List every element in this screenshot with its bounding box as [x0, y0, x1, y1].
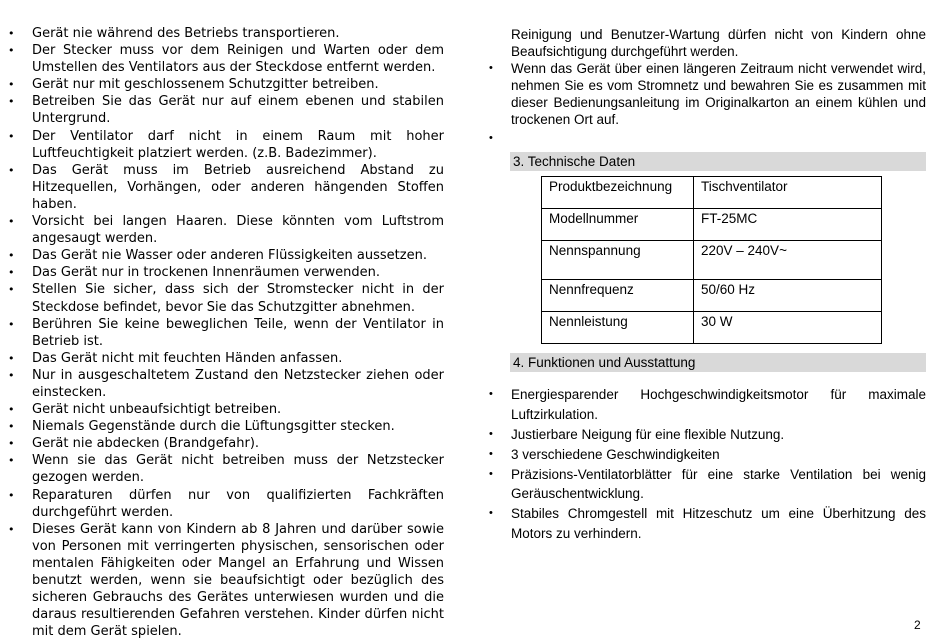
storage-list	[486, 60, 926, 150]
spec-value: 50/60 Hz	[694, 280, 882, 312]
list-item: • Das Gerät muss im Betrieb ausreichend Abstand zu Hitzequellen, Vorhängen, oder anderen hängenden Stoffen haben.	[8, 162, 444, 213]
list-item: • Der Stecker muss vor dem Reinigen und Warten oder dem Umstellen des Ventilators aus der Steckdose entfernt werden.	[8, 42, 444, 76]
list-item: • Reparaturen dürfen nur von qualifizierten Fachkräften durchgeführt werden.	[8, 487, 444, 521]
list-item: • Stellen Sie sicher, dass sich der Stromstecker nicht in der Steckdose befindet, bevor Sie das Schutzgitter abnehmen.	[8, 281, 444, 315]
left-column	[8, 25, 444, 640]
spec-label: Modellnummer	[542, 209, 694, 241]
page-number: 2	[914, 618, 921, 632]
spec-table	[541, 176, 882, 344]
list-item: • Gerät nie während des Betriebs transportieren.	[8, 25, 444, 42]
list-item: • Betreiben Sie das Gerät nur auf einem ebenen und stabilen Untergrund.	[8, 93, 444, 127]
spec-value: FT-25MC	[694, 209, 882, 241]
spec-value: 30 W	[694, 312, 882, 344]
list-item: • Wenn das Gerät über einen längeren Zeitraum nicht verwendet wird, nehmen Sie es vom Stromnetz und bewahren Sie es zusammen mit dieser Bedienungsanleitung im Originalkarton an einem kühlen und trockenen Ort auf.	[486, 60, 926, 128]
table-row	[542, 177, 882, 209]
list-item: • Das Gerät nur in trockenen Innenräumen verwenden.	[8, 264, 444, 281]
list-item: • Vorsicht bei langen Haaren. Diese könnten vom Luftstrom angesaugt werden.	[8, 213, 444, 247]
empty-list-item	[486, 130, 926, 150]
spec-label: Produktbezeichnung	[542, 177, 694, 209]
list-item: • Berühren Sie keine beweglichen Teile, wenn der Ventilator in Betrieb ist.	[8, 316, 444, 350]
list-item: • Stabiles Chromgestell mit Hitzeschutz um eine Überhitzung des Motors zu verhindern.	[486, 504, 926, 543]
list-item: • Das Gerät nicht mit feuchten Händen anfassen.	[8, 350, 444, 367]
list-item: • Der Ventilator darf nicht in einem Raum mit hoher Luftfeuchtigkeit platziert werden. (z.B. Badezimmer).	[8, 128, 444, 162]
table-row	[542, 241, 882, 280]
table-row	[542, 312, 882, 344]
spec-label: Nennspannung	[542, 241, 694, 280]
section-heading-technical-data: 3. Technische Daten	[510, 152, 926, 171]
spec-value: 220V – 240V~	[694, 241, 882, 280]
list-item: • Nur in ausgeschaltetem Zustand den Netzstecker ziehen oder einstecken.	[8, 367, 444, 401]
spec-value: Tischventilator	[694, 177, 882, 209]
list-item: • Gerät nie abdecken (Brandgefahr).	[8, 435, 444, 452]
list-item: • Niemals Gegenstände durch die Lüftungsgitter stecken.	[8, 418, 444, 435]
list-item: • Präzisions-Ventilatorblätter für eine starke Ventilation bei wenig Geräuschentwicklung.	[486, 465, 926, 504]
list-item: • 3 verschiedene Geschwindigkeiten	[486, 445, 926, 465]
spec-label: Nennleistung	[542, 312, 694, 344]
right-column	[486, 26, 926, 544]
section-heading-features: 4. Funktionen und Ausstattung	[510, 353, 926, 372]
list-item: • Gerät nicht unbeaufsichtigt betreiben.	[8, 401, 444, 418]
list-item: • Das Gerät nie Wasser oder anderen Flüssigkeiten aussetzen.	[8, 247, 444, 264]
list-item: • Energiesparender Hochgeschwindigkeitsmotor für maximale Luftzirkulation.	[486, 385, 926, 424]
list-item: • Justierbare Neigung für eine flexible Nutzung.	[486, 425, 926, 445]
list-item: • Dieses Gerät kann von Kindern ab 8 Jahren und darüber sowie von Personen mit verringerten physischen, sensorischen oder mentalen Fähigkeiten oder Mangel an Erfahrung und Wissen benutzt werden, wenn sie beaufsichtigt oder bezüglich des sicheren Gebrauchs des Gerätes unterwiesen wurden und die daraus resultierenden Gefahren verstehen. Kinder dürfen nicht mit dem Gerät spielen.	[8, 521, 444, 640]
table-row	[542, 209, 882, 241]
list-item: • Gerät nur mit geschlossenem Schutzgitter betreiben.	[8, 76, 444, 93]
list-item: • Wenn sie das Gerät nicht betreiben muss der Netzstecker gezogen werden.	[8, 452, 444, 486]
features-list	[486, 385, 926, 543]
continuation-text: Reinigung und Benutzer-Wartung dürfen nicht von Kindern ohne Beaufsichtigung durchgeführt werden.	[511, 27, 926, 59]
table-row	[542, 280, 882, 312]
spec-label: Nennfrequenz	[542, 280, 694, 312]
safety-list	[8, 25, 444, 640]
